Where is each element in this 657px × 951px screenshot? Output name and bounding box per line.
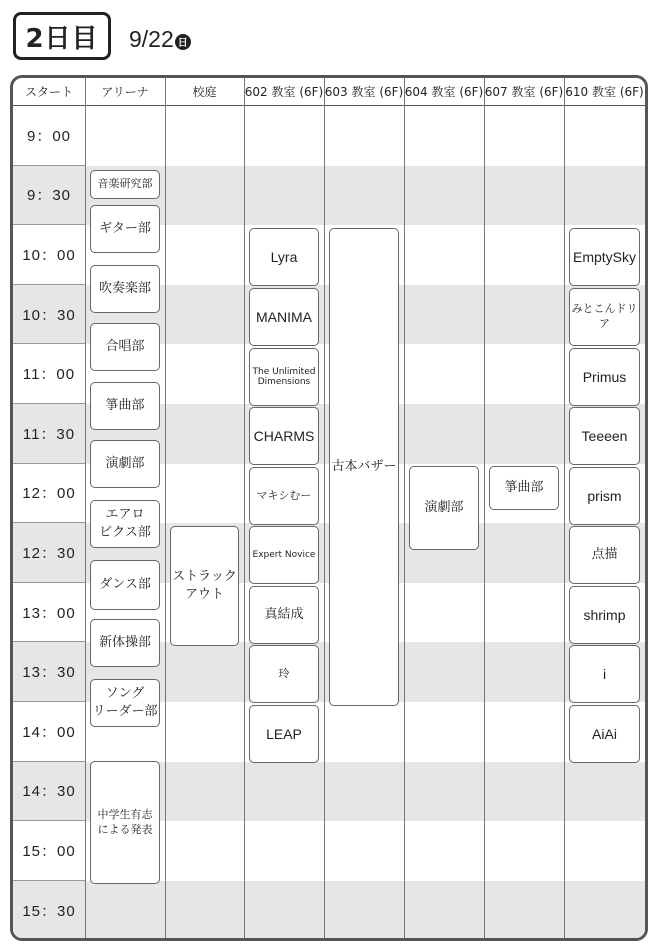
column-header: スタート [24,85,73,99]
time-slot: 14：00 [13,702,85,762]
event-block: 箏曲部 [489,466,559,510]
event-block: エアロ ビクス部 [90,500,160,548]
event-block: 演劇部 [409,466,479,550]
column-header: 602 教室 (6F) [244,85,324,99]
event-block: shrimp [569,586,640,644]
event-block: 新体操部 [90,619,160,667]
time-slot: 12：00 [13,464,85,524]
time-slot: 11：30 [13,404,85,464]
event-block: ストラック アウト [170,526,239,646]
event-block: ギター部 [90,205,160,253]
event-block: ダンス部 [90,560,160,610]
event-block: prism [569,467,640,525]
event-block: マキシむー [249,467,319,525]
schedule-grid [10,75,648,941]
time-slot: 13：00 [13,583,85,643]
event-block: MANIMA [249,288,319,346]
event-block: AiAi [569,705,640,763]
column-divider [564,78,565,938]
column-header: 607 教室 (6F) [484,85,564,99]
event-block: CHARMS [249,407,319,465]
event-block: EmptySky [569,228,640,286]
column-header: 校庭 [192,85,217,99]
event-block: みとこんドリア [569,288,640,346]
time-slot: 15：30 [13,881,85,941]
date-heading [129,26,191,53]
event-block: 点描 [569,526,640,584]
time-slot: 15：00 [13,821,85,881]
event-block: Expert Novice [249,526,319,584]
column-divider [484,78,485,938]
event-block: LEAP [249,705,319,763]
event-block: 合唱部 [90,323,160,371]
time-slot: 13：30 [13,642,85,702]
time-slot: 10：30 [13,285,85,345]
column-header: 610 教室 (6F) [565,85,644,99]
column-divider [165,78,166,938]
event-block: Teeeen [569,407,640,465]
event-block: 音楽研究部 [90,170,160,199]
event-block: Lyra [249,228,319,286]
event-block: 吹奏楽部 [90,265,160,313]
column-header: 603 教室 (6F) [324,85,404,99]
event-block: 中学生有志 による発表 [90,761,160,884]
header-divider [13,105,645,106]
event-block: i [569,645,640,703]
event-block: ソング リーダー部 [90,679,160,727]
time-slot: 12：30 [13,523,85,583]
event-block: 玲 [249,645,319,703]
time-slot: 9：00 [13,106,85,166]
column-header: 604 教室 (6F) [404,85,484,99]
date-text: 9/22 [129,26,174,52]
row-shade [13,881,645,941]
event-block: 古本バザー [329,228,399,706]
column-divider [85,78,86,938]
day-of-week-badge: 日 [175,34,191,50]
event-block: 演劇部 [90,440,160,488]
event-block: The Unlimited Dimensions [249,348,319,406]
event-block: 真結成 [249,586,319,644]
time-slot: 9：30 [13,166,85,226]
time-slot: 10：00 [13,225,85,285]
column-divider [324,78,325,938]
column-divider [244,78,245,938]
event-block: Primus [569,348,640,406]
time-slot: 11：00 [13,344,85,404]
day-badge: 2日目 [13,12,111,60]
column-divider [404,78,405,938]
column-header: アリーナ [101,85,149,99]
time-slot: 14：30 [13,762,85,822]
event-block: 箏曲部 [90,382,160,430]
